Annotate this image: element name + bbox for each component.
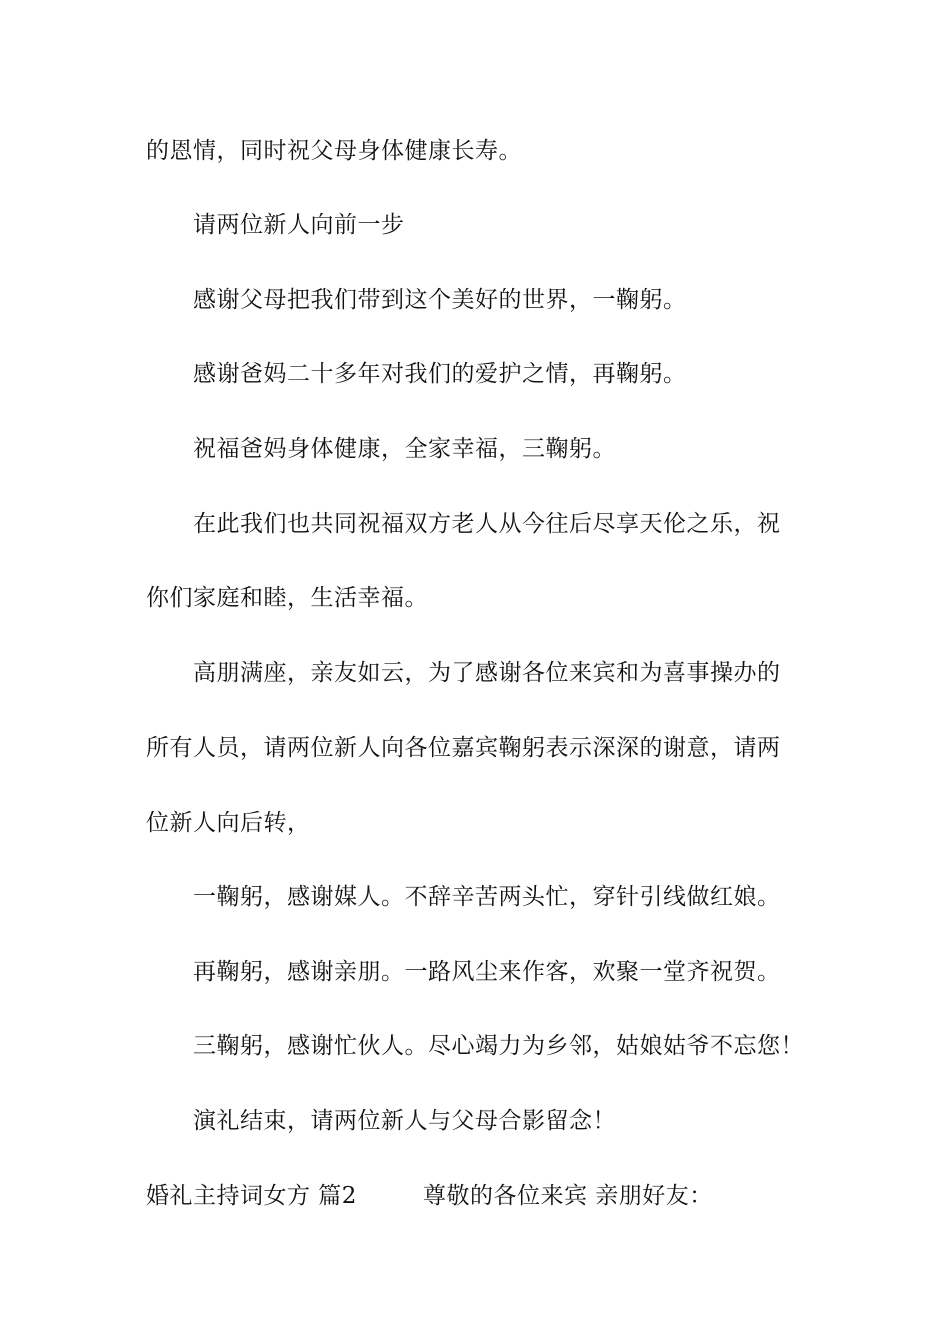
paragraph-line: 请两位新人向前一步 (193, 212, 405, 238)
paragraph-line: 感谢爸妈二十多年对我们的爱护之情，再鞠躬。 (193, 361, 687, 387)
paragraph-line: 三鞠躬，感谢忙伙人。尽心竭力为乡邻，姑娘姑爷不忘您！ (193, 1033, 804, 1059)
section-heading: 婚礼主持词女方 篇2 (146, 1183, 357, 1209)
paragraph-line: 位新人向后转， (146, 810, 311, 836)
paragraph-line: 的恩情，同时祝父母身体健康长寿。 (146, 138, 522, 164)
paragraph-line: 祝福爸妈身体健康，全家幸福，三鞠躬。 (193, 436, 616, 462)
paragraph-line: 所有人员，请两位新人向各位嘉宾鞠躬表示深深的谢意，请两 (146, 735, 781, 761)
section-heading-line (146, 1181, 713, 1211)
paragraph-line: 演礼结束，请两位新人与父母合影留念！ (193, 1108, 616, 1134)
paragraph-line: 再鞠躬，感谢亲朋。一路风尘来作客，欢聚一堂齐祝贺。 (193, 959, 781, 985)
paragraph-line: 感谢父母把我们带到这个美好的世界，一鞠躬。 (193, 287, 687, 313)
paragraph-line: 你们家庭和睦，生活幸福。 (146, 585, 428, 611)
paragraph-line: 在此我们也共同祝福双方老人从今往后尽享天伦之乐，祝 (193, 511, 781, 537)
paragraph-line: 一鞠躬，感谢媒人。不辞辛苦两头忙，穿针引线做红娘。 (193, 884, 781, 910)
section-opening: 尊敬的各位来宾 亲朋好友： (422, 1183, 713, 1209)
paragraph-line: 高朋满座，亲友如云，为了感谢各位来宾和为喜事操办的 (193, 660, 781, 686)
